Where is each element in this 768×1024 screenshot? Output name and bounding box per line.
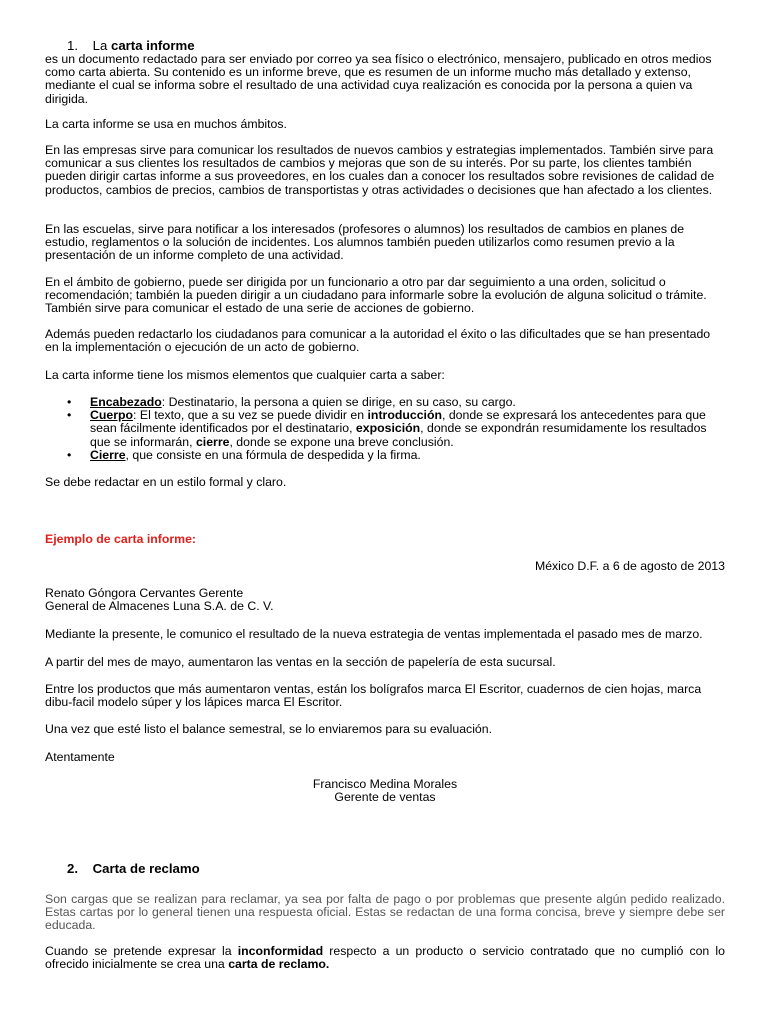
bullet-text: , donde se expresará los antecedentes para que sean fácilmente identificados por el destinatario, xyxy=(90,408,706,436)
section1-p5: Además pueden redactarlo los ciudadanos para comunicar a la autoridad el éxito o las dificultades que se han presentado en la implementación o ejecución de un acto de gobierno. xyxy=(45,327,711,355)
letter-signer-name: Francisco Medina Morales xyxy=(312,777,458,791)
bullet-icon: • xyxy=(67,395,72,409)
letter-p4: Una vez que esté listo el balance semestral, se lo enviaremos para su evaluación. xyxy=(45,722,493,736)
section2-p2-bold: carta de reclamo. xyxy=(228,957,330,972)
elements-list xyxy=(45,396,725,462)
example-heading: Ejemplo de carta informe: xyxy=(45,532,197,546)
bullet-text: : El texto, que a su vez se puede dividir en xyxy=(133,408,368,423)
bullet-text: , que consiste en una fórmula de despedida y la firma. xyxy=(125,447,421,462)
section1-intro: es un documento redactado para ser enviado por correo ya sea físico o electrónico, mensajero, publicado en otros medios como carta abierta. Su contenido es un informe breve, que es resumen de un informe mucho más detallado y extenso, mediante el cual se informa sobre el resultado de una actividad cuya realización es conocida por la persona a quien va dirigida. xyxy=(45,52,712,106)
bullet-bold: introducción xyxy=(367,408,442,423)
section2-number: 2. xyxy=(67,861,78,876)
bullet-icon: • xyxy=(67,447,72,462)
section1-heading xyxy=(67,38,195,53)
list-item xyxy=(45,409,725,449)
letter-p2: A partir del mes de mayo, aumentaron las ventas en la sección de papelería de esta sucursal. xyxy=(45,655,556,669)
section2-title: Carta de reclamo xyxy=(92,861,200,876)
letter-date: México D.F. a 6 de agosto de 2013 xyxy=(534,559,725,573)
section2-p2-bold: inconformidad xyxy=(237,944,324,958)
section1-p1: La carta informe se usa en muchos ámbitos. xyxy=(45,117,287,131)
bullet-text: : Destinatario, la persona a quien se dirige, en su caso, su cargo. xyxy=(161,395,516,409)
letter-recipient-line1: Renato Góngora Cervantes Gerente xyxy=(45,586,244,600)
letter-p3: Entre los productos que más aumentaron ventas, están los bolígrafos marca El Escritor, cuadernos de cien hojas, marca dibu-facil modelo súper y los lápices marca El Escritor. xyxy=(45,682,702,710)
letter-p1: Mediante la presente, le comunico el resultado de la nueva estrategia de ventas implementada el pasado mes de marzo. xyxy=(45,627,703,641)
bullet-term: Cuerpo xyxy=(90,408,134,423)
section2-p2 xyxy=(45,945,725,971)
bullet-text: , donde se expondrán resumidamente los resultados que se informarán, xyxy=(90,421,707,449)
section2-p2-text: Cuando se pretende expresar la xyxy=(45,944,238,958)
section1-p3: En las escuelas, sirve para notificar a los interesados (profesores o alumnos) los resultados de cambios en planes de estudio, reglamentos o la solución de incidentes. Los alumnos también pueden utilizarlos como resumen previo a la presentación de un informe completo de una actividad. xyxy=(45,222,685,263)
bullet-bold: cierre xyxy=(195,434,230,449)
bullet-term: Cierre xyxy=(90,447,126,462)
section1-title-prefix: La xyxy=(92,38,111,53)
section2-p1: Son cargas que se realizan para reclamar, ya sea por falta de pago o por problemas que presente algún pedido realizado. Estas cartas por lo general tienen una respuesta oficial. Estas se redactan de una forma concisa, breve y siempre debe ser educada. xyxy=(45,892,725,933)
section1-p2: En las empresas sirve para comunicar los resultados de nuevos cambios y estrategias implementados. También sirve para comunicar a sus clientes los resultados de cambios y mejoras que son de su interés. Por su parte, los clientes también pueden dirigir cartas informe a sus proveedores, en los cuales dan a conocer los resultados sobre revisiones de calidad de productos, cambios de precios, cambios de transportistas y otras actividades o decisiones que han afectado a los clientes. xyxy=(45,143,715,197)
letter-signer-title: Gerente de ventas xyxy=(334,790,436,804)
section2-p2-text: respecto a un producto o servicio contratado que no cumplió con lo ofrecido inicialmente se crea una xyxy=(45,944,725,972)
bullet-term: Encabezado xyxy=(90,395,162,409)
bullet-bold: exposición xyxy=(355,421,421,436)
section2-heading xyxy=(67,861,200,876)
bullet-text: , donde se expone una breve conclusión. xyxy=(229,434,454,449)
section1-p7: Se debe redactar en un estilo formal y claro. xyxy=(45,475,287,489)
section1-number: 1. xyxy=(67,38,78,53)
list-item xyxy=(45,449,725,462)
section1-title: carta informe xyxy=(111,38,195,53)
section1-p4: En el ámbito de gobierno, puede ser dirigida por un funcionario a otro par dar seguimiento a una orden, solicitud o recomendación; también la pueden dirigir a un ciudadano para informarle sobre la evolución de alguna solicitud o trámite. También sirve para comunicar el estado de una serie de acciones de gobierno. xyxy=(45,275,707,316)
bullet-icon: • xyxy=(67,408,72,423)
letter-closing: Atentamente xyxy=(45,750,115,764)
letter-recipient-line2: General de Almacenes Luna S.A. de C. V. xyxy=(45,599,274,613)
section1-p6: La carta informe tiene los mismos elementos que cualquier carta a saber: xyxy=(45,368,445,382)
